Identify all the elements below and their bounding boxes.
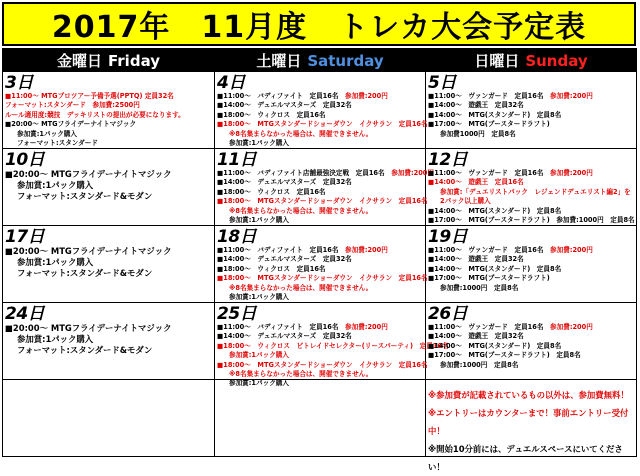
- schedule-table: [2, 48, 637, 472]
- event-line: [428, 351, 634, 360]
- header-sunday: [426, 49, 637, 72]
- event-text: フォーマット:スタンダード 参加費:2500円: [5, 101, 140, 110]
- event-text: ■20:00～ MTGフライデーナイトマジック: [5, 120, 137, 129]
- event-line: [217, 351, 423, 360]
- day-cell: [426, 303, 637, 380]
- event-text: ■18:00～ ウィクロス 定員16名: [217, 110, 326, 119]
- event-line: [428, 255, 634, 264]
- event-text: ■11:00～ ヴァンガード 定員16名: [428, 323, 544, 331]
- event-text: ■17:00～ MTG(ブースタードラフト): [428, 274, 550, 283]
- event-line: [5, 169, 212, 180]
- event-text: ■11:00～ バディファイト店舗最強決定戦 定員16名: [217, 169, 385, 177]
- day-cell: [426, 149, 637, 226]
- event-line: [5, 180, 212, 191]
- event-text: ■11:00～ ヴァンガード 定員16名: [428, 92, 544, 100]
- event-text: フォーマット:スタンダード&モダン: [17, 268, 153, 279]
- event-fee: 参加費:200円: [543, 92, 593, 100]
- event-line: [428, 178, 634, 187]
- date-number: 10日: [5, 150, 45, 170]
- day-cell: [426, 226, 637, 303]
- note-line: ※エントリーはカウンターまで！事前エントリー受付中！: [428, 408, 629, 436]
- date-number: 4日: [217, 73, 245, 93]
- event-line: [428, 284, 634, 293]
- date-number: 19日: [428, 227, 468, 247]
- event-line: [428, 197, 634, 206]
- event-fee: 参加費:200円: [338, 323, 388, 331]
- event-text: ※8名集まらなかった場合は、開催できません。: [229, 129, 373, 138]
- event-text: ■18:00～ ウィクロス 定員16名: [217, 264, 326, 273]
- header-day-en: Saturday: [307, 51, 384, 70]
- event-text: ■17:00～ MTG(ブースタードラフト) 定員8名: [428, 351, 581, 360]
- event-line: [5, 111, 212, 120]
- event-line: [428, 332, 634, 341]
- event-line: [5, 92, 212, 101]
- event-line: [217, 284, 423, 293]
- event-text: ■14:00～ デュエルマスターズ 定員32名: [217, 255, 352, 264]
- event-fee: 参加費:200円: [543, 169, 593, 177]
- header-day-ja: 日曜日: [474, 51, 520, 70]
- event-text: ■18:00～ ウィクロス ビトレイドセレクター(リースパーティ) 定員16名: [217, 341, 449, 350]
- event-line: [217, 274, 428, 283]
- date-number: 12日: [428, 150, 468, 170]
- event-line: [428, 361, 634, 370]
- event-line: [217, 246, 423, 255]
- event-line: [428, 207, 634, 216]
- event-text: 参加賞:1パック購入: [229, 351, 289, 360]
- event-text: ■20:00～ MTGフライデーナイトマジック: [5, 169, 172, 179]
- event-line: [217, 293, 423, 302]
- event-line: [428, 342, 634, 351]
- header-day-en: Sunday: [525, 51, 588, 70]
- date-number: 17日: [5, 227, 45, 247]
- event-line: [217, 92, 423, 101]
- event-text: ルール適用度:競技 デッキリストの提出が必要になります。: [5, 110, 185, 119]
- event-text: ■20:00～ MTGフライデーナイトマジック: [5, 246, 172, 256]
- event-text: ■14:00～ MTG(スタンダード) 定員8名: [428, 110, 562, 119]
- event-line: [428, 92, 634, 101]
- date-number: 25日: [217, 304, 257, 324]
- event-line: [428, 130, 634, 139]
- event-line: [428, 246, 634, 255]
- event-text: 参加費:1000円 定員8名: [440, 360, 519, 369]
- event-line: [428, 216, 634, 225]
- page-title: 2017年 11月度 トレカ大会予定表: [51, 10, 587, 45]
- event-line: [5, 101, 212, 110]
- event-text: ■18:00～ MTGスタンダードショーダウン イクサラン 定員16名: [217, 360, 428, 369]
- event-text: 参加賞:「デュエリストパック レジェンドデュエリスト編2」を: [440, 187, 631, 196]
- week-row: [3, 303, 637, 380]
- event-text: ※8名集まらなかった場合は、開催できません。: [229, 370, 373, 379]
- event-text: 参加賞:1パック購入: [17, 334, 94, 345]
- event-line: [5, 139, 212, 148]
- event-text: ※8名集まらなかった場合は、開催できません。: [229, 283, 373, 292]
- event-line: [217, 207, 423, 216]
- event-line: [5, 130, 212, 139]
- event-line: [428, 120, 634, 129]
- event-line: [217, 139, 423, 148]
- event-text: ■18:00～ MTGスタンダードショーダウン イクサラン 定員16名: [217, 120, 428, 129]
- event-line: [217, 188, 423, 197]
- event-text: ■14:00～ MTG(スタンダード) 定員8名: [428, 341, 562, 350]
- header-saturday: [215, 49, 426, 72]
- event-text: 参加賞:1パック購入: [17, 257, 94, 268]
- event-text: 参加賞:1パック購入: [229, 379, 289, 388]
- event-text: フォーマット:スタンダード&モダン: [17, 345, 153, 356]
- event-text: ■11:00～ バディファイト 定員16名: [217, 246, 339, 254]
- date-number: 3日: [5, 73, 33, 93]
- day-cell: [3, 226, 215, 303]
- event-text: フォーマット:スタンダード: [17, 139, 98, 148]
- event-text: フォーマット:スタンダード&モダン: [17, 191, 153, 202]
- event-fee: 参加費:200円: [543, 246, 593, 254]
- event-line: [428, 111, 634, 120]
- empty-cell: [3, 380, 215, 457]
- event-line: [217, 101, 423, 110]
- date-number: 26日: [428, 304, 468, 324]
- event-line: [428, 323, 634, 332]
- event-text: 2パック以上購入: [440, 197, 491, 206]
- title-banner: [2, 2, 636, 46]
- event-text: ■14:00～ 遊戯王 定員16名: [428, 178, 524, 187]
- event-line: [217, 255, 423, 264]
- event-text: ■18:00～ MTGスタンダードショーダウン イクサラン 定員16名: [217, 274, 428, 283]
- empty-cell: [215, 380, 426, 457]
- day-cell: [3, 303, 215, 380]
- event-text: ■14:00～ デュエルマスターズ 定員32名: [217, 178, 352, 187]
- event-line: [5, 345, 212, 356]
- event-line: [428, 274, 634, 283]
- event-line: [217, 360, 428, 370]
- event-text: 参加賞:1パック購入: [229, 293, 289, 302]
- week-row: [3, 72, 637, 149]
- event-line: [428, 169, 634, 178]
- event-text: ■11:00～ ヴァンガード 定員16名: [428, 169, 544, 177]
- date-number: 11日: [217, 150, 257, 170]
- event-line: [217, 169, 434, 178]
- event-line: [217, 197, 428, 206]
- event-text: 参加賞:1パック購入: [229, 216, 289, 225]
- event-line: [5, 120, 212, 129]
- note-line: ※開始10分前には、デュエルスペースにいてください！: [428, 444, 623, 472]
- event-line: [5, 191, 212, 202]
- day-cell: [3, 72, 215, 149]
- event-line: [217, 341, 449, 351]
- event-fee: 参加費:200円: [338, 246, 388, 254]
- event-line: [217, 323, 423, 332]
- date-number: 24日: [5, 304, 45, 324]
- event-line: [217, 130, 423, 139]
- header-friday: [3, 49, 215, 72]
- event-text: 参加賞:1パック購入: [17, 129, 77, 138]
- event-text: ■14:00～ 遊戯王 定員32名: [428, 101, 524, 110]
- event-line: [217, 178, 423, 187]
- event-text: ■11:00～ ヴァンガード 定員16名: [428, 246, 544, 254]
- event-fee: 参加費:200円: [543, 323, 593, 331]
- event-text: 参加賞:1パック購入: [229, 139, 289, 148]
- event-text: 参加費:1000円 定員8名: [440, 283, 519, 292]
- event-text: ■11:00～ バディファイト 定員16名: [217, 92, 339, 100]
- event-text: ■11:00～ バディファイト 定員16名: [217, 323, 339, 331]
- day-cell: [426, 72, 637, 149]
- event-text: ■11:00～ MTGプロツアー予備予選(PPTQ) 定員32名: [5, 92, 174, 100]
- header-row: [3, 49, 637, 72]
- day-cell: [3, 149, 215, 226]
- event-text: 参加賞:1パック購入: [17, 180, 94, 191]
- date-number: 5日: [428, 73, 456, 93]
- event-text: ■14:00～ デュエルマスターズ 定員32名: [217, 101, 352, 110]
- event-line: [217, 332, 423, 341]
- header-day-ja: 金曜日: [56, 51, 102, 70]
- event-text: ■14:00～ デュエルマスターズ 定員32名: [217, 332, 352, 341]
- notes-cell: [426, 380, 637, 472]
- event-text: ■14:00～ MTG(スタンダード) 定員8名: [428, 206, 562, 215]
- event-text: ■18:00～ MTGスタンダードショーダウン イクサラン 定員16名: [217, 197, 428, 206]
- event-line: [428, 188, 634, 197]
- date-number: 18日: [217, 227, 257, 247]
- event-line: [428, 265, 634, 274]
- event-line: [217, 265, 423, 274]
- event-fee: 参加費:200円: [338, 92, 388, 100]
- event-text: ■14:00～ 遊戯王 定員32名: [428, 332, 524, 341]
- day-cell: [215, 149, 434, 226]
- event-line: [5, 257, 212, 268]
- day-cell: [215, 226, 426, 303]
- event-text: ■14:00～ 遊戯王 定員32名: [428, 255, 524, 264]
- event-line: [5, 323, 212, 334]
- event-fee: 参加費:1000円 定員8名: [549, 216, 635, 225]
- event-text: ■20:00～ MTGフライデーナイトマジック: [5, 323, 172, 333]
- event-line: [217, 216, 423, 225]
- notes-row: [3, 380, 637, 457]
- week-row: [3, 226, 637, 303]
- event-text: ■14:00～ MTG(スタンダード) 定員8名: [428, 264, 562, 273]
- event-text: ■17:00～ MTG(ブースタードラフト): [428, 120, 550, 129]
- note-line: ※参加費が記載されているもの以外は、参加費無料！: [428, 390, 629, 400]
- day-cell: [215, 72, 426, 149]
- event-fee: 参加費:200円: [384, 169, 434, 177]
- event-line: [217, 120, 428, 129]
- week-row: [3, 149, 637, 226]
- event-line: [217, 111, 423, 120]
- event-line: [5, 268, 212, 279]
- event-text: ■17:00～ MTG(ブースタードラフト): [428, 216, 550, 225]
- event-text: 参加費1000円 定員8名: [440, 129, 516, 138]
- header-day-en: Friday: [108, 51, 161, 70]
- event-text: ※8名集まらなかった場合は、開催できません。: [229, 206, 373, 215]
- event-line: [428, 101, 634, 110]
- event-line: [5, 246, 212, 257]
- event-line: [5, 334, 212, 345]
- event-text: ■18:00～ ウィクロス 定員16名: [217, 187, 326, 196]
- header-day-ja: 土曜日: [256, 51, 302, 70]
